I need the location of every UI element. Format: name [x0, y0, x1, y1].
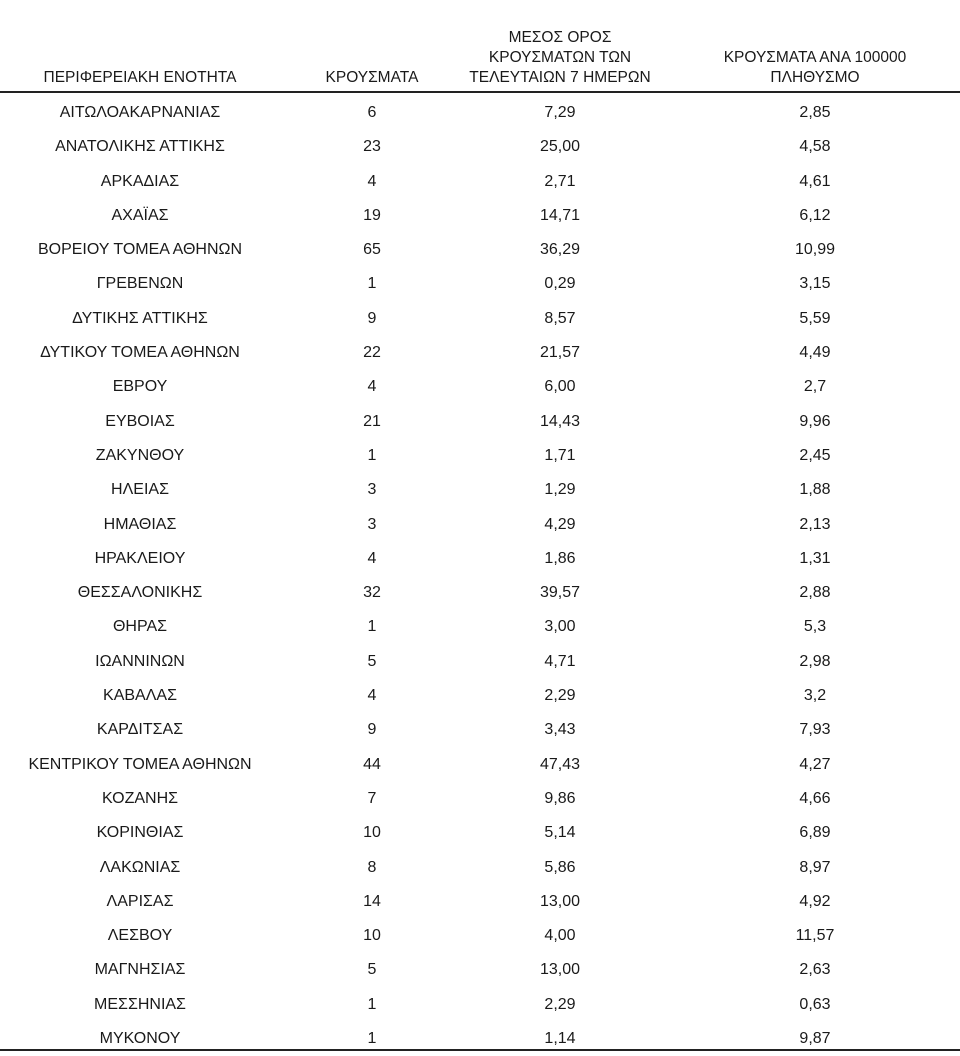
cell-region: ΜΕΣΣΗΝΙΑΣ [94, 995, 186, 1013]
cell-cases: 44 [363, 755, 381, 773]
table-row [0, 576, 960, 610]
cell-region: ΚΕΝΤΡΙΚΟΥ ΤΟΜΕΑ ΑΘΗΝΩΝ [28, 755, 252, 773]
cell-per100k: 0,63 [799, 995, 831, 1013]
cell-region: ΕΥΒΟΙΑΣ [105, 412, 175, 430]
cell-region: ΘΗΡΑΣ [112, 618, 168, 636]
table-row [0, 96, 960, 130]
cell-per100k: 1,88 [799, 481, 831, 499]
table-row [0, 748, 960, 782]
header-avg7 [440, 28, 680, 88]
cell-cases: 19 [363, 206, 381, 224]
table-row [0, 919, 960, 953]
cell-per100k: 5,3 [803, 618, 827, 636]
cell-avg7: 36,29 [539, 241, 581, 259]
cell-cases: 4 [367, 378, 377, 396]
cell-avg7: 5,86 [544, 858, 576, 876]
cell-cases: 4 [367, 549, 377, 567]
cell-avg7: 1,86 [544, 549, 576, 567]
cell-avg7: 9,86 [544, 789, 576, 807]
cell-avg7: 47,43 [539, 755, 581, 773]
cell-avg7: 2,71 [544, 172, 576, 190]
cell-per100k: 2,88 [799, 584, 831, 602]
cell-cases: 6 [367, 104, 377, 121]
cell-cases: 9 [367, 721, 377, 739]
cell-avg7: 25,00 [539, 138, 581, 156]
table-body [0, 96, 960, 1056]
cell-cases: 8 [367, 858, 377, 876]
table-row [0, 165, 960, 199]
cell-cases: 22 [363, 344, 381, 362]
cell-per100k: 4,27 [799, 755, 831, 773]
cell-avg7: 14,71 [539, 206, 581, 224]
cell-per100k: 9,87 [799, 1030, 831, 1048]
table-row [0, 988, 960, 1022]
cell-cases: 65 [363, 241, 381, 259]
cell-per100k: 2,13 [799, 515, 831, 533]
cell-per100k: 4,49 [799, 344, 831, 362]
header-per100k-line: ΠΛΗΘΥΣΜΟ [770, 69, 860, 86]
cell-avg7: 0,29 [544, 275, 576, 293]
table-row [0, 679, 960, 713]
cell-region: ΗΛΕΙΑΣ [111, 481, 169, 499]
cell-avg7: 6,00 [544, 378, 576, 396]
header-cases-line: ΚΡΟΥΣΜΑΤΑ [325, 69, 419, 86]
cell-per100k: 9,96 [799, 412, 831, 430]
cell-region: ΛΕΣΒΟΥ [107, 927, 173, 945]
table-row [0, 953, 960, 987]
cell-per100k: 5,59 [799, 309, 831, 327]
cell-region: ΑΙΤΩΛΟΑΚΑΡΝΑΝΙΑΣ [59, 104, 221, 121]
cell-avg7: 3,00 [544, 618, 576, 636]
header-per100k [690, 48, 940, 88]
cell-region: ΗΡΑΚΛΕΙΟΥ [94, 549, 186, 567]
table-row [0, 199, 960, 233]
cell-cases: 1 [367, 995, 377, 1013]
table-row [0, 267, 960, 301]
cell-per100k: 2,45 [799, 446, 831, 464]
cell-avg7: 1,14 [544, 1030, 576, 1048]
cell-per100k: 10,99 [794, 241, 836, 259]
cell-cases: 7 [367, 789, 377, 807]
table-row [0, 851, 960, 885]
cell-region: ΔΥΤΙΚΗΣ ΑΤΤΙΚΗΣ [72, 309, 208, 327]
cell-cases: 10 [363, 927, 381, 945]
cell-avg7: 3,43 [544, 721, 576, 739]
cell-region: ΙΩΑΝΝΙΝΩΝ [95, 652, 185, 670]
cell-avg7: 14,43 [539, 412, 581, 430]
table-row [0, 816, 960, 850]
cell-region: ΕΒΡΟΥ [112, 378, 168, 396]
cell-per100k: 4,66 [799, 789, 831, 807]
header-cases [310, 68, 434, 88]
cell-region: ΗΜΑΘΙΑΣ [103, 515, 177, 533]
table-row [0, 302, 960, 336]
cell-region: ΚΑΒΑΛΑΣ [103, 687, 177, 705]
cell-region: ΚΟΡΙΝΘΙΑΣ [96, 824, 184, 842]
cell-per100k: 2,63 [799, 961, 831, 979]
cell-per100k: 8,97 [799, 858, 831, 876]
cell-avg7: 8,57 [544, 309, 576, 327]
cell-avg7: 5,14 [544, 824, 576, 842]
header-per100k-line: ΚΡΟΥΣΜΑΤΑ ΑΝΑ 100000 [723, 49, 907, 66]
cell-per100k: 2,98 [799, 652, 831, 670]
cell-avg7: 7,29 [544, 104, 576, 121]
cell-region: ΚΑΡΔΙΤΣΑΣ [96, 721, 184, 739]
cell-cases: 1 [367, 446, 377, 464]
header-region-line: ΠΕΡΙΦΕΡΕΙΑΚΗ ΕΝΟΤΗΤΑ [43, 69, 237, 86]
cell-region: ΛΑΡΙΣΑΣ [106, 892, 174, 910]
cell-cases: 23 [363, 138, 381, 156]
cell-per100k: 1,31 [799, 549, 831, 567]
cell-cases: 1 [367, 275, 377, 293]
cell-region: ΖΑΚΥΝΘΟΥ [95, 446, 185, 464]
cell-cases: 3 [367, 481, 377, 499]
cell-region: ΛΑΚΩΝΙΑΣ [99, 858, 181, 876]
cell-per100k: 11,57 [795, 927, 835, 945]
cell-cases: 5 [367, 961, 377, 979]
cell-region: ΒΟΡΕΙΟΥ ΤΟΜΕΑ ΑΘΗΝΩΝ [37, 241, 243, 259]
cell-region: ΑΡΚΑΔΙΑΣ [100, 172, 180, 190]
table-row [0, 130, 960, 164]
cell-cases: 10 [363, 824, 381, 842]
table-header [0, 0, 960, 92]
table-row [0, 645, 960, 679]
cell-per100k: 2,85 [799, 104, 831, 121]
cell-avg7: 39,57 [539, 584, 581, 602]
cell-region: ΘΕΣΣΑΛΟΝΙΚΗΣ [77, 584, 203, 602]
table-row [0, 508, 960, 542]
cell-avg7: 13,00 [539, 892, 581, 910]
cell-region: ΑΧΑΪΑΣ [111, 206, 169, 224]
cell-cases: 9 [367, 309, 377, 327]
cell-per100k: 7,93 [799, 721, 831, 739]
cell-avg7: 2,29 [544, 995, 576, 1013]
header-region [0, 68, 280, 88]
cell-cases: 4 [367, 687, 377, 705]
cell-cases: 4 [367, 172, 377, 190]
cell-cases: 21 [363, 412, 381, 430]
cell-per100k: 3,15 [799, 275, 831, 293]
table-row [0, 473, 960, 507]
cell-avg7: 2,29 [544, 687, 576, 705]
table-row [0, 782, 960, 816]
cell-cases: 1 [367, 618, 377, 636]
header-avg7-line: ΤΕΛΕΥΤΑΙΩΝ 7 ΗΜΕΡΩΝ [469, 69, 651, 86]
cell-region: ΜΥΚΟΝΟΥ [99, 1030, 181, 1048]
cell-per100k: 3,2 [803, 687, 827, 705]
table-row [0, 370, 960, 404]
cell-avg7: 4,29 [544, 515, 576, 533]
cell-region: ΑΝΑΤΟΛΙΚΗΣ ΑΤΤΙΚΗΣ [55, 138, 225, 156]
header-divider [0, 91, 960, 93]
table-row [0, 713, 960, 747]
cell-per100k: 6,12 [799, 206, 831, 224]
cell-per100k: 4,58 [799, 138, 831, 156]
cell-per100k: 4,61 [799, 172, 831, 190]
table-row [0, 885, 960, 919]
cell-cases: 3 [367, 515, 377, 533]
cell-cases: 5 [367, 652, 377, 670]
table-row [0, 610, 960, 644]
cell-cases: 32 [363, 584, 381, 602]
header-avg7-line: ΚΡΟΥΣΜΑΤΩΝ ΤΩΝ [488, 49, 632, 66]
cell-avg7: 21,57 [539, 344, 581, 362]
cell-per100k: 2,7 [803, 378, 827, 396]
cell-avg7: 1,71 [544, 446, 576, 464]
cell-region: ΚΟΖΑΝΗΣ [101, 789, 179, 807]
table-row [0, 336, 960, 370]
cell-cases: 14 [363, 892, 381, 910]
table-row [0, 439, 960, 473]
cell-cases: 1 [367, 1030, 377, 1048]
cell-per100k: 4,92 [799, 892, 831, 910]
table-row [0, 542, 960, 576]
header-avg7-line: ΜΕΣΟΣ ΟΡΟΣ [508, 29, 612, 46]
cell-region: ΓΡΕΒΕΝΩΝ [96, 275, 184, 293]
cell-avg7: 13,00 [539, 961, 581, 979]
cell-avg7: 4,71 [544, 652, 576, 670]
table-bottom-divider [0, 1049, 960, 1051]
table-row [0, 405, 960, 439]
cell-avg7: 1,29 [544, 481, 576, 499]
table-row [0, 233, 960, 267]
cell-region: ΔΥΤΙΚΟΥ ΤΟΜΕΑ ΑΘΗΝΩΝ [40, 344, 240, 362]
cell-avg7: 4,00 [544, 927, 576, 945]
cell-per100k: 6,89 [799, 824, 831, 842]
cell-region: ΜΑΓΝΗΣΙΑΣ [94, 961, 186, 979]
